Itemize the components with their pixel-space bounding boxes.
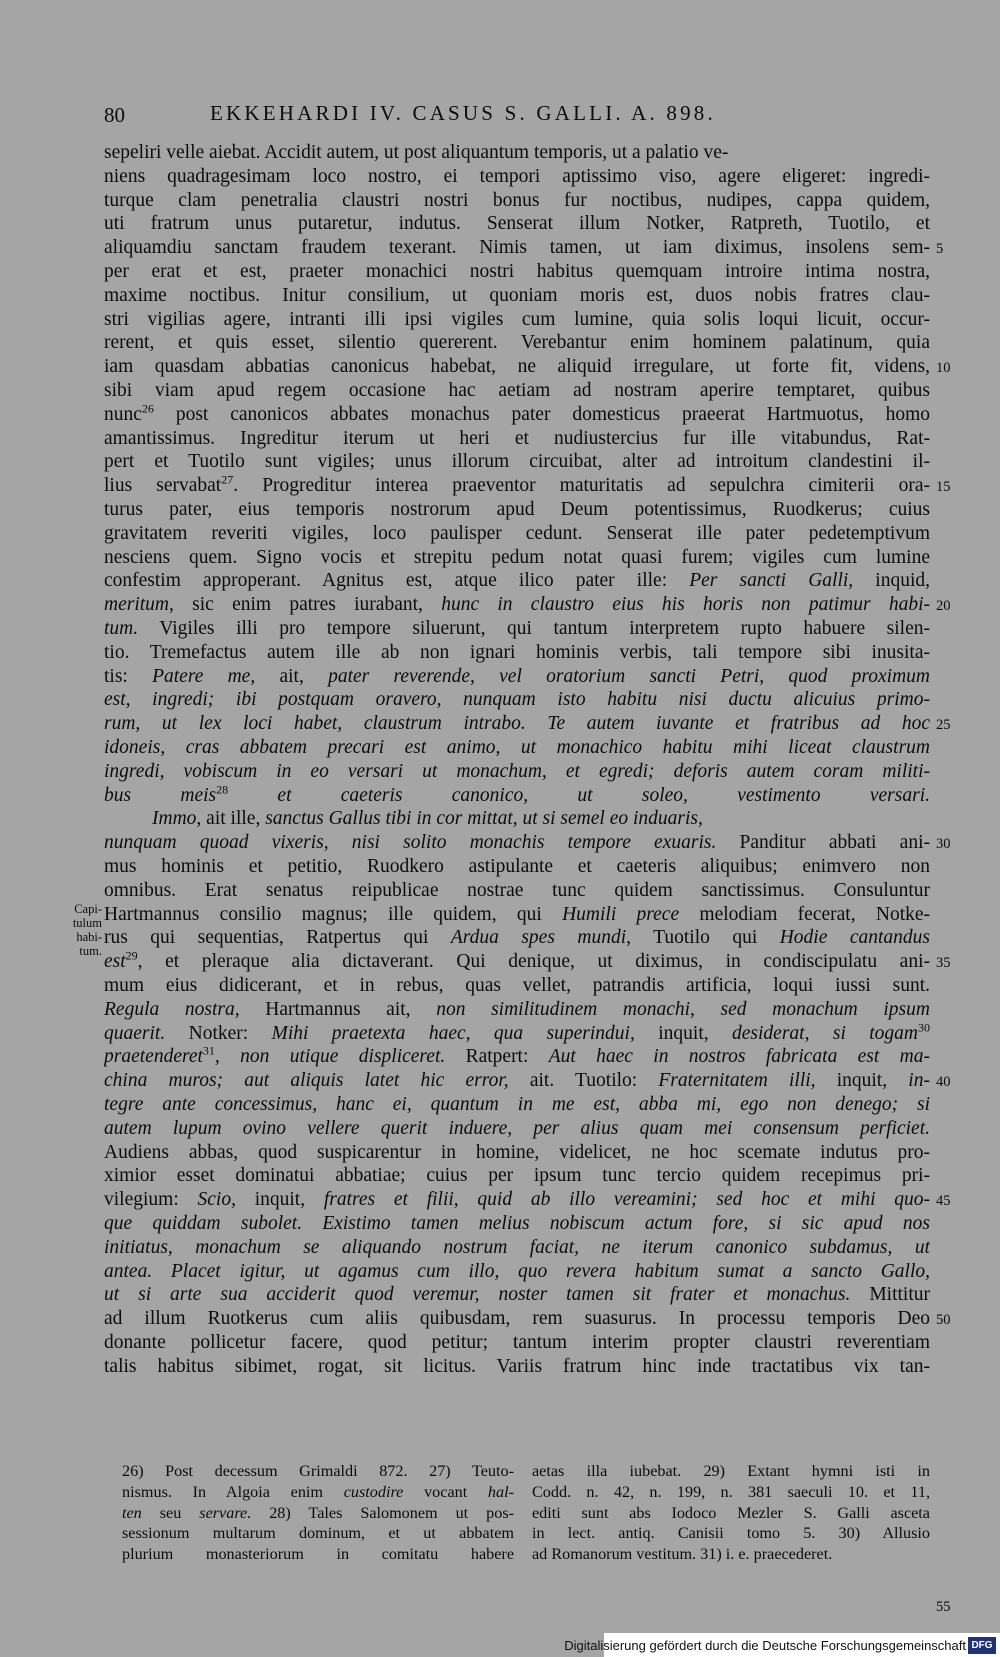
text-segment: turus pater, eius temporis nostrorum apud Deum potentissimus, Ruodkerus; cuius [104,499,930,520]
text-segment: tio. Tremefactus autem ille ab non ignari hominis verbis, tali tempore sibi inusita- [104,641,930,663]
text-line [104,546,930,570]
text-segment: per erat et est, praeter monachici nostri habitus quemquam introire intima nostra, [104,261,930,282]
text-line [104,1260,930,1284]
text-line [104,1141,930,1165]
text-segment: pert et Tuotilo sunt vigiles; unus illorum circuibat, alter ad introitum clandestini il- [104,451,930,473]
text-segment: 26) Post decessum Grimaldi 872. 27) Teuto- [122,1462,514,1480]
text-segment: Regula nostra, [104,998,240,1020]
text-line [104,688,930,712]
text-segment: Fraternitatem illi, [658,1070,816,1092]
text-line [104,1022,930,1046]
footnote-line [532,1482,930,1502]
text-segment: stri vigilias agere, intranti illi ipsi vigiles cum lumine, quia solis loqui licuit, occur- [104,308,930,330]
footnote-marker: 27 [221,474,234,487]
text-line [104,1355,930,1379]
text-line [104,260,930,284]
text-segment: antea. Placet igitur, ut agamus cum illo, quo revera habitum sumat a sancto Gallo, [104,1260,930,1282]
text-line [104,784,930,808]
footnote-marker: 31 [202,1045,215,1058]
running-head: EKKEHARDI IV. CASUS S. GALLI. A. 898. [210,101,716,125]
text-segment: initiatus, monachum se aliquando nostrum faciat, ne iterum canonico subdamus, ut [104,1236,930,1258]
text-line [104,141,930,165]
text-segment: custodire [343,1482,404,1501]
text-segment: Mihi praetexta haec, qua superindui, [271,1022,635,1044]
text-segment: rus qui sequentias, Ratpertus qui [104,927,451,949]
text-segment: nesciens quem. Signo vocis et strepitu pedum notat quasi furem; vigiles cum lumine [104,546,930,568]
text-segment: amantissimus. Ingreditur iterum ut heri et nudiustercius fur ille vitabundus, Rat- [104,427,930,449]
text-segment: maxime noctibus. Initur consilium, ut quoniam moris est, duos nobis fratres clau- [104,284,930,306]
text-segment: omnibus. Erat senatus reipublicae nostrae tunc quidem sanctissimus. Consuluntur [104,879,930,901]
text-segment: aliquamdiu sanctam fraudem texerant. Nimis tamen, ut iam diximus, insolens sem- [104,237,930,259]
footnote-line [122,1482,514,1502]
text-segment: Mittitur [850,1284,930,1306]
text-segment: confestim approperant. Agnitus est, atque ilico pater ille: [104,570,690,592]
text-line [104,998,930,1022]
text-line [104,974,930,998]
text-line [104,189,930,213]
digitization-credit: Digitalisierung gefördert durch die Deutsche Forschungsgemeinschaft [564,1638,966,1653]
text-segment: sibi viam apud regem occasione hac aetiam ad nostram aperire temptaret, quibus [104,380,930,401]
text-line [104,1188,930,1212]
text-segment: seu [141,1503,200,1522]
text-line [104,760,930,784]
text-line [104,1307,930,1331]
text-line [104,165,930,189]
page-number: 80 [104,103,125,127]
text-line [104,236,930,260]
text-line [104,403,930,427]
text-segment: sanctus Gallus tibi in cor mittat, ut si semel eo induaris, [265,808,703,830]
text-line [104,331,930,355]
text-segment: nunquam quoad vixeris, nisi solito monachis tempore exuaris. [104,832,717,854]
text-segment: ut si arte sua acciderit quod veremur, noster tamen sit frater et monachus. [104,1284,851,1306]
footnote-line [532,1523,930,1543]
text-line [104,379,930,403]
footnote-marker: 26 [141,402,154,416]
margin-note-line: tulum [72,916,102,930]
text-line [104,1093,930,1117]
text-segment: Immo, [152,808,202,830]
text-segment: ten [122,1503,142,1522]
text-segment: Vigiles illi pro tempore siluerunt, qui tantum interpretem rupto habuere silen- [138,618,930,639]
margin-note-line: habi- [76,930,102,944]
text-segment: Per sancti Galli, [689,570,854,592]
text-segment: meritum, [104,594,174,616]
text-segment: Aut haec in nostros fabricata est ma- [548,1046,930,1068]
text-line [104,1331,930,1355]
text-segment: plurium monasteriorum in comitatu habere [122,1545,514,1564]
text-segment: tum. [104,618,139,639]
text-segment: , non utique displiceret. [214,1046,446,1068]
text-segment: praetenderet [104,1046,203,1068]
text-segment: vilegium: [104,1189,198,1211]
text-segment: mum eius didicerant, et in rebus, quas vellet, patrandis artificia, loqui iussi sunt. [104,975,930,996]
text-segment: melodiam fecerat, Notke- [679,903,930,925]
text-line [104,355,930,379]
text-segment: tegre ante concessimus, hanc ei, quantum in me est, abba mi, ego non denego; si [104,1094,930,1115]
text-line [104,712,930,736]
text-segment: inquit, [815,1070,909,1092]
text-segment: idoneis, cras abbatem precari est animo, ut monachico habitu mihi liceat claustrum [104,737,930,758]
text-line [104,522,930,546]
line-number: 50 [936,1312,951,1329]
text-segment: ingredi, vobiscum in eo versari ut monachum, et egredi; deforis autem coram militi- [104,760,930,782]
text-segment: uti fratrum unus putaretur, indutus. Senserat illum Notker, Ratpreth, Tuotilo, et [104,213,930,235]
text-segment: hunc in claustro eius his horis non patimur habi- [441,594,930,616]
text-line [104,1212,930,1236]
text-segment: Audiens abbas, quod suspicarentur in homine, videlicet, ne hoc scemate indutus pro- [104,1141,930,1163]
text-segment: sessionum multarum dominum, et ut abbatem [122,1524,514,1543]
dfg-logo-icon: DFG [968,1637,996,1654]
text-segment: donante pollicetur facere, quod petitur; tantum interim propter claustri reverentiam [104,1332,930,1353]
text-segment: in- [908,1070,930,1092]
text-segment: ait. Tuotilo: [508,1070,659,1092]
text-line [104,736,930,760]
text-line [104,617,930,641]
text-segment: autem lupum ovino vellere querit induere, per alius quam mei consensum perficiet. [104,1117,930,1139]
text-segment: gravitatem reveriti vigiles, loco paulisper cedunt. Senserat ille pater pedetemptivum [104,522,930,544]
text-line [104,1069,930,1093]
text-segment: est, ingredi; ibi postquam oravero, nunquam isto habitu nisi ductu alicuius primo- [104,689,930,711]
text-segment: ad Romanorum vestitum. 31) i. e. praecederet. [532,1545,833,1564]
text-segment: turque clam penetralia claustri nostri bonus fur noctibus, nudipes, cappa quidem, [104,189,930,211]
text-line [104,926,930,950]
line-number: 20 [936,598,951,615]
text-segment: post canonicos abbates monachus pater domesticus praeerat Hartmuotus, homo [153,403,930,425]
margin-note-line: tum. [79,944,102,958]
text-segment: lius servabat [104,475,222,497]
text-segment: Ardua spes mundi [450,927,627,949]
text-segment: inquid, [853,570,930,592]
text-segment: bus meis [104,784,217,806]
text-segment: Codd. n. 42, n. 199, n. 381 saeculi 10. et 11, [532,1482,930,1501]
text-segment: Hartmannus ait, [239,998,437,1020]
text-line [104,1283,930,1307]
footnote-line [532,1544,930,1564]
footnote-line [122,1544,514,1564]
footnote-marker: 30 [918,1021,930,1035]
text-line [104,308,930,332]
text-segment: Panditur abbati ani- [716,832,930,854]
line-number: 10 [936,360,951,377]
line-number: 15 [936,479,951,496]
footnote-line [532,1461,930,1481]
digitization-footer [564,1633,1000,1657]
text-segment: est [104,951,126,973]
text-line [104,665,930,689]
text-line [104,284,930,308]
text-segment: in lect. antiq. Canisii tomo 5. 30) Allusio [532,1524,930,1543]
text-line [104,855,930,879]
footnote-line [532,1503,930,1523]
text-segment: inquit, [634,1022,733,1044]
text-segment: china muros; aut aliquis latet hic error, [104,1070,509,1092]
line-number: 5 [936,241,944,258]
text-line [104,831,930,855]
text-line [104,450,930,474]
text-line [104,1117,930,1141]
text-segment: 28) Tales Salomonem ut pos- [251,1503,514,1522]
text-segment: et caeteris canonico, ut soleo, vestimento versari. [228,784,930,806]
margin-note [34,902,102,958]
line-number: 45 [936,1193,951,1210]
line-number: 55 [936,1599,951,1615]
text-segment: ait, [255,665,329,687]
text-segment: mus hominis et petitio, Ruodkero astipulante et caeteris aliquibus; enimvero non [104,856,930,877]
text-segment: servare. [199,1503,252,1522]
text-line [104,903,930,927]
line-number: 40 [936,1074,951,1091]
text-segment: nunc [104,403,142,425]
text-line [104,879,930,903]
text-segment: niens quadragesimam loco nostro, ei tempori aptissimo viso, agere eligeret: ingredi- [104,165,930,187]
footnote-marker: 28 [216,783,229,797]
text-segment: , Tuotilo qui [626,927,780,949]
text-line [104,1045,930,1069]
text-segment: rum, ut lex loci habet, claustrum intrabo. Te autem iuvante et fratribus ad hoc [104,713,930,735]
text-segment: aetas illa iubebat. 29) Extant hymni isti in [532,1462,930,1480]
text-segment: inquit, [235,1189,324,1211]
text-segment: Ratpert: [445,1046,549,1068]
text-segment: ad illum Ruotkerus cum aliis quibusdam, rem suasurus. In processu temporis Deo [104,1308,930,1330]
text-line [104,1236,930,1260]
footnote-marker: 29 [125,950,138,963]
text-segment: ait ille, [201,808,266,830]
text-segment: . Progreditur interea praeventor maturitatis ad sepulchra cimiterii ora- [233,475,930,497]
text-segment: , et pleraque alia dictaverant. Qui denique, ut diximus, in condiscipulatu ani- [137,951,930,973]
text-segment: Hartmannus consilio magnus; ille quidem, qui [104,903,563,925]
text-segment: Patere me, [152,665,256,687]
text-segment: desiderat, si togam [732,1022,918,1044]
text-line [104,1164,930,1188]
text-segment: iam quasdam abbatias canonicus habebat, ne aliquid irregulare, ut forte fit, videns, [104,356,930,378]
text-line [104,474,930,498]
text-segment: non similitudinem monachi, sed monachum ipsum [436,998,930,1020]
text-line [104,569,930,593]
text-line [152,807,930,831]
text-segment: que quiddam subolet. Existimo tamen melius nobiscum actum fore, si sic apud nos [104,1213,930,1234]
text-segment: ximior esset dominatui abbatiae; cuius per ipsum tunc tercio quidem recepimus pri- [104,1165,930,1187]
text-line [104,427,930,451]
text-segment: Humili prece [562,903,680,925]
text-segment: hal- [487,1482,514,1501]
line-number: 30 [936,836,951,853]
footnote-line [122,1503,514,1523]
text-segment: quaerit. [104,1022,166,1044]
line-number: 35 [936,955,951,972]
footnote-line [122,1523,514,1543]
text-line [104,641,930,665]
text-line [104,593,930,617]
text-segment: sepeliri velle aiebat. Accidit autem, ut post aliquantum temporis, ut a palatio ve- [104,142,729,163]
text-segment: editi sunt abs Iodoco Mezler S. Galli asceta [532,1503,930,1522]
text-line [104,950,930,974]
text-line [104,498,930,522]
text-segment: talis habitus sibimet, rogat, sit licitus. Variis fratrum hinc inde tractatibus vix tan- [104,1355,930,1377]
text-segment: fratres et filii, quid ab illo vereamini; sed hoc et mihi quo- [323,1189,930,1211]
text-segment: pater reverende, vel oratorium sancti Petri, quod proximum [328,665,930,687]
line-number: 25 [936,717,951,734]
text-segment: nismus. In Algoia enim [122,1482,344,1501]
footnote-line [122,1461,514,1481]
text-segment: Hodie cantandus [779,927,930,949]
text-segment: tis: [104,665,153,687]
text-segment: Scio, [197,1189,236,1211]
text-segment: rerent, et quis esset, silentio quererent. Verebantur enim hominem palatinum, quia [104,332,930,354]
text-segment: sic enim patres iurabant, [173,594,442,616]
text-segment: Notker: [165,1022,272,1044]
text-line [104,212,930,236]
margin-note-line: Capi- [74,902,102,916]
text-segment: vocant [403,1482,488,1501]
